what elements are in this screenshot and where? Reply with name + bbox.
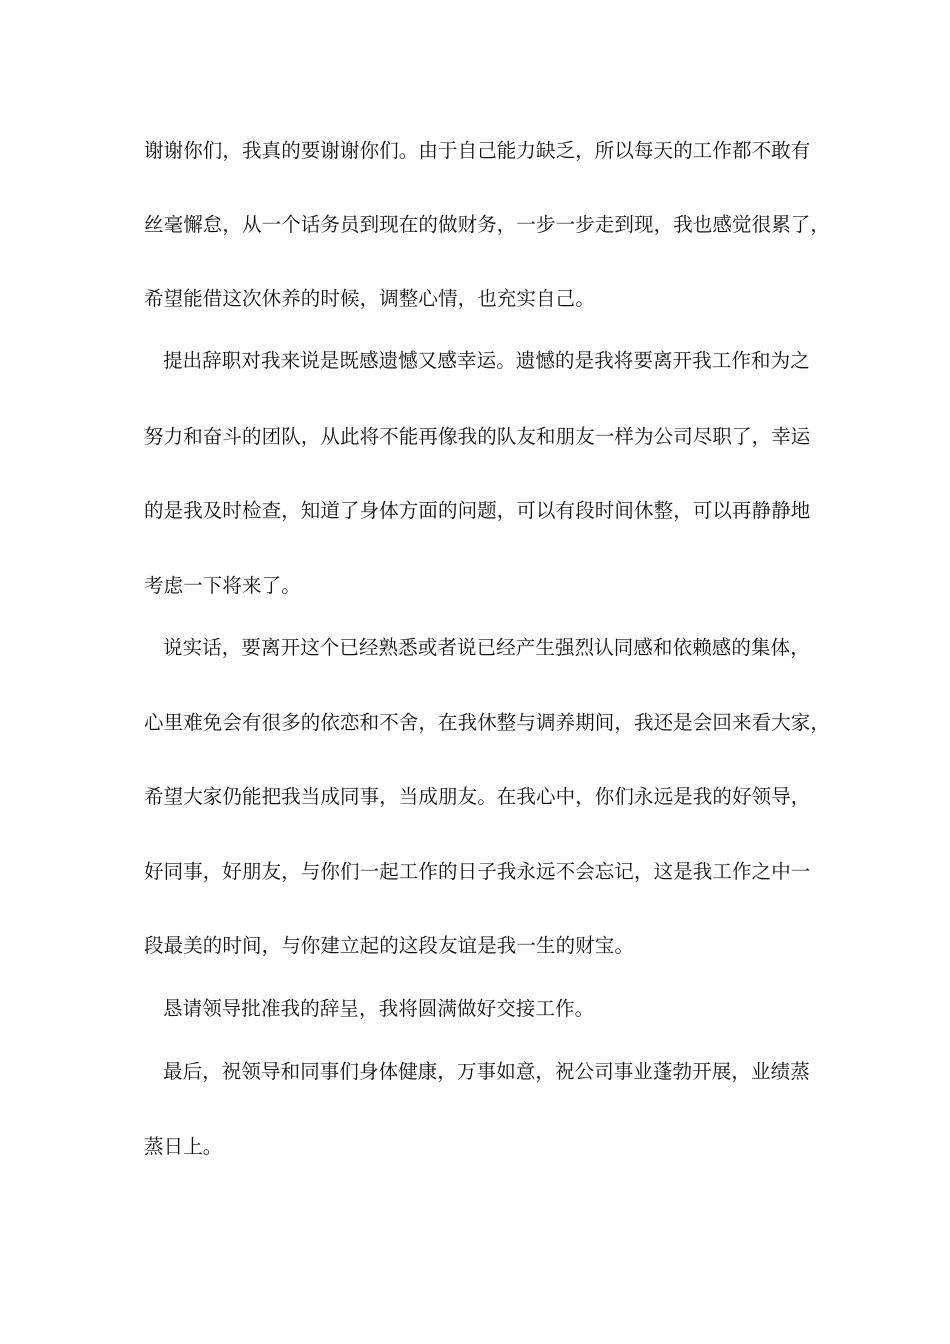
paragraph-2-line-3: 的是我及时检查，知道了身体方面的问题，可以有段时间休整，可以再静静地 [144, 499, 811, 522]
paragraph-3-line-3: 希望大家仍能把我当成同事，当成朋友。在我心中，你们永远是我的好领导， [144, 785, 811, 808]
paragraph-1-line-1: 谢谢你们，我真的要谢谢你们。由于自己能力缺乏，所以每天的工作都不敢有 [144, 139, 811, 162]
paragraph-5-line-1: 最后，祝领导和同事们身体健康，万事如意，祝公司事业蓬勃开展，业绩蒸 [163, 1060, 810, 1083]
paragraph-3-line-1: 说实话，要离开这个已经熟悉或者说已经产生强烈认同感和依赖感的集体， [163, 636, 810, 659]
paragraph-3-line-4: 好同事，好朋友，与你们一起工作的日子我永远不会忘记，这是我工作之中一 [144, 860, 811, 883]
paragraph-1-line-3: 希望能借这次休养的时候，调整心情，也充实自己。 [144, 287, 595, 310]
paragraph-2-line-4: 考虑一下将来了。 [144, 574, 301, 597]
paragraph-5-line-2: 蒸日上。 [144, 1135, 223, 1158]
paragraph-4-line-1: 恳请领导批准我的辞呈，我将圆满做好交接工作。 [163, 997, 595, 1020]
paragraph-2-line-2: 努力和奋斗的团队，从此将不能再像我的队友和朋友一样为公司尽职了，幸运 [144, 425, 811, 448]
paragraph-1-line-2: 丝毫懈怠，从一个话务员到现在的做财务，一步一步走到现，我也感觉很累了， [144, 213, 831, 236]
paragraph-2-line-1: 提出辞职对我来说是既感遗憾又感幸运。遗憾的是我将要离开我工作和为之 [163, 349, 810, 372]
paragraph-3-line-5: 段最美的时间，与你建立起的这段友谊是我一生的财宝。 [144, 934, 635, 957]
paragraph-3-line-2: 心里难免会有很多的依恋和不舍，在我休整与调养期间，我还是会回来看大家， [144, 711, 831, 734]
